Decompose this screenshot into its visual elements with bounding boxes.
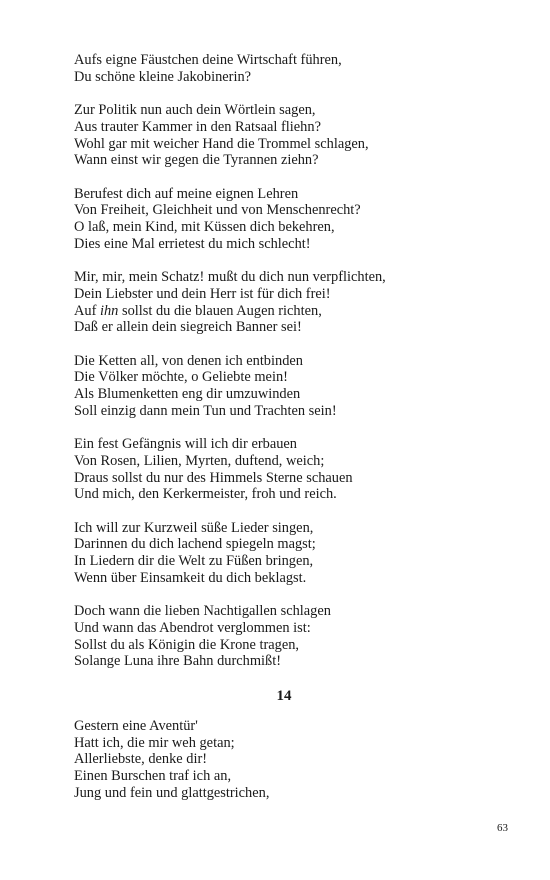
poem-line: Und wann das Abendrot verglommen ist:	[74, 619, 311, 636]
poem-line: Und mich, den Kerkermeister, froh und reich.	[74, 486, 337, 503]
poem-line: Wohl gar mit weicher Hand die Trommel schlagen,	[74, 135, 369, 152]
stanza	[74, 520, 514, 587]
poem-text	[74, 52, 514, 818]
poem-line: Aufs eigne Fäustchen deine Wirtschaft führen,	[74, 52, 342, 68]
line-text: sollst du die blauen Augen richten,	[118, 302, 322, 319]
poem-line: Allerliebste, denke dir!	[74, 751, 208, 768]
poem-line	[74, 303, 514, 320]
stanza	[74, 52, 514, 85]
stanza	[74, 436, 514, 503]
poem-line: Doch wann die lieben Nachtigallen schlagen	[74, 603, 331, 620]
stanza	[74, 102, 514, 169]
section-number: 14	[276, 687, 292, 704]
stanza	[74, 603, 514, 670]
poem-line: In Liedern dir die Welt zu Füßen bringen,	[74, 553, 314, 569]
poem-line: Dies eine Mal errietest du mich schlecht!	[74, 235, 311, 252]
stanza	[74, 186, 514, 253]
poem-line: Die Ketten all, von denen ich entbinden	[74, 352, 303, 369]
poem-line: Als Blumenketten eng dir umzuwinden	[74, 386, 301, 402]
poem-line: O laß, mein Kind, mit Küssen dich bekehren,	[74, 219, 335, 235]
poem-line: Sollst du als Königin die Krone tragen,	[74, 636, 300, 653]
poem-line: Zur Politik nun auch dein Wörtlein sagen,	[74, 102, 316, 119]
line-text: Auf	[74, 302, 100, 319]
poem-line: Jung und fein und glattgestrichen,	[74, 784, 270, 801]
emphasized-word: ihn	[99, 302, 119, 319]
poem-line: Von Freiheit, Gleichheit und von Menschenrecht?	[74, 202, 361, 219]
poem-line: Dein Liebster und dein Herr ist für dich frei!	[74, 285, 331, 302]
poem-line: Hatt ich, die mir weh getan;	[74, 734, 235, 751]
poem-line: Soll einzig dann mein Tun und Trachten sein!	[74, 402, 337, 419]
poem-line: Daß er allein dein siegreich Banner sei!	[74, 319, 302, 336]
poem-line: Die Völker möchte, o Geliebte mein!	[74, 369, 288, 386]
poem-line: Draus sollst du nur des Himmels Sterne schauen	[74, 469, 353, 486]
stanza	[74, 353, 514, 420]
poem-line: Einen Burschen traf ich an,	[74, 768, 232, 785]
poem-line: Ich will zur Kurzweil süße Lieder singen,	[74, 519, 314, 536]
poem-line: Aus trauter Kammer in den Ratsaal fliehn?	[74, 118, 321, 135]
poem-line: Wann einst wir gegen die Tyrannen ziehn?	[74, 152, 319, 169]
poem-line: Wenn über Einsamkeit du dich beklagst.	[74, 569, 307, 586]
stanza	[74, 718, 514, 802]
poem-line: Solange Luna ihre Bahn durchmißt!	[74, 653, 282, 670]
stanza	[74, 269, 514, 336]
poem-line: Du schöne kleine Jakobinerin?	[74, 68, 252, 85]
poem-line: Ein fest Gefängnis will ich dir erbauen	[74, 436, 297, 453]
page-number: 63	[497, 822, 508, 834]
poem-line: Mir, mir, mein Schatz! mußt du dich nun verpflichten,	[74, 269, 386, 286]
poem-line: Berufest dich auf meine eignen Lehren	[74, 185, 299, 202]
poem-line: Darinnen du dich lachend spiegeln magst;	[74, 536, 316, 553]
poem-line: Gestern eine Aventür'	[74, 717, 198, 734]
poem-line: Von Rosen, Lilien, Myrten, duftend, weich;	[74, 452, 325, 469]
